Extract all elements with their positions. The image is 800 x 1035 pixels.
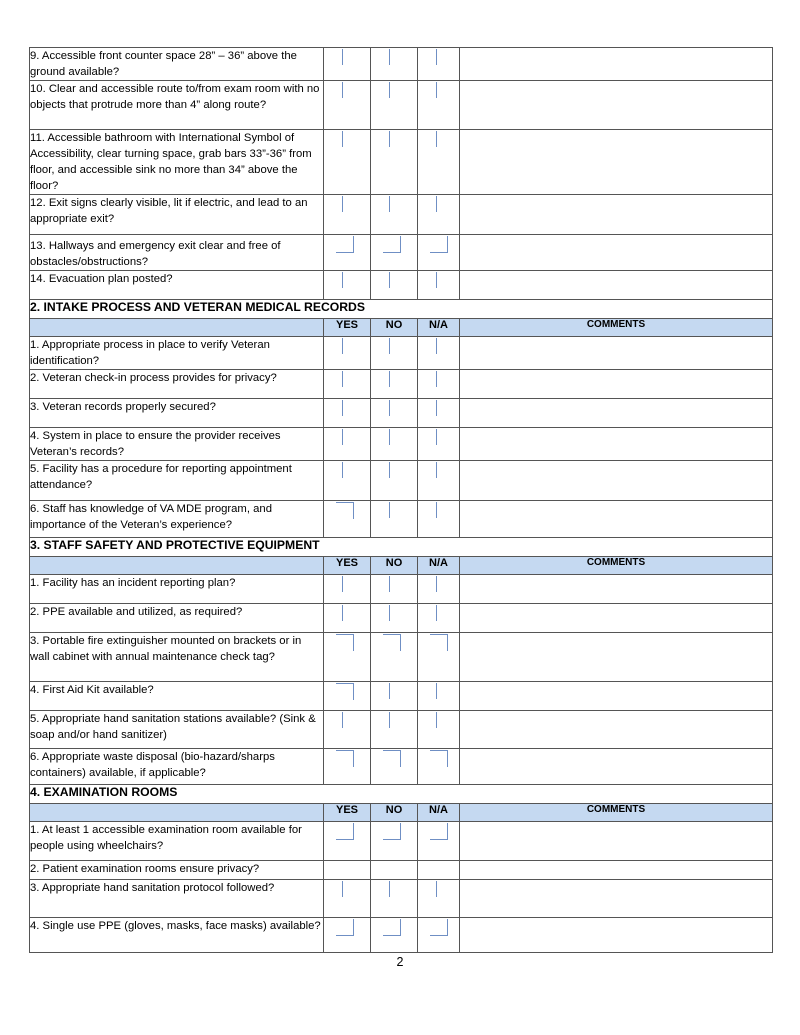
checkbox-no[interactable] — [383, 338, 390, 354]
checklist-row — [30, 428, 773, 461]
checkbox-na[interactable] — [430, 881, 437, 897]
answer-cell-yes — [324, 81, 371, 130]
checkbox-no[interactable] — [383, 919, 401, 936]
question-text: 10. Clear and accessible route to/from exam room with no objects that protrude more than 4” along route? — [30, 81, 324, 130]
comments-cell[interactable] — [460, 880, 773, 918]
answer-cell-no — [371, 501, 418, 538]
answer-cell-yes — [324, 711, 371, 749]
checklist-row — [30, 575, 773, 604]
checkbox-na[interactable] — [430, 131, 437, 147]
checkbox-yes[interactable] — [336, 196, 343, 212]
question-text: 3. Veteran records properly secured? — [30, 399, 324, 428]
checkbox-yes[interactable] — [336, 236, 354, 253]
checklist-row — [30, 711, 773, 749]
checkbox-na[interactable] — [430, 683, 437, 699]
answer-cell-no — [371, 399, 418, 428]
header-blank — [30, 557, 324, 575]
checklist-row — [30, 749, 773, 785]
header-yes: YES — [324, 557, 371, 575]
comments-cell[interactable] — [460, 822, 773, 861]
answer-cell-yes — [324, 195, 371, 235]
question-text: 5. Appropriate hand sanitation stations available? (Sink & soap and/or hand sanitizer) — [30, 711, 324, 749]
checkbox-yes[interactable] — [336, 82, 343, 98]
answer-cell-no — [371, 749, 418, 785]
answer-cell-yes — [324, 271, 371, 300]
question-text: 13. Hallways and emergency exit clear and free of obstacles/obstructions? — [30, 235, 324, 271]
answer-cell-yes — [324, 633, 371, 682]
checkbox-yes[interactable] — [336, 683, 354, 700]
checkbox-na[interactable] — [430, 272, 437, 288]
answer-cell-no — [371, 604, 418, 633]
question-text: 5. Facility has a procedure for reporting appointment attendance? — [30, 461, 324, 501]
comments-cell[interactable] — [460, 81, 773, 130]
answer-cell-no[interactable] — [371, 861, 418, 880]
answer-cell-na — [418, 711, 460, 749]
checkbox-no[interactable] — [383, 502, 390, 518]
question-text: 14. Evacuation plan posted? — [30, 271, 324, 300]
comments-cell[interactable] — [460, 399, 773, 428]
checklist-row — [30, 235, 773, 271]
answer-cell-yes — [324, 575, 371, 604]
answer-cell-yes — [324, 428, 371, 461]
answer-cell-no — [371, 682, 418, 711]
checkbox-na[interactable] — [430, 400, 437, 416]
answer-cell-no — [371, 195, 418, 235]
checklist-row — [30, 48, 773, 81]
checkbox-no[interactable] — [383, 272, 390, 288]
checkbox-na[interactable] — [430, 919, 448, 936]
answer-cell-na — [418, 271, 460, 300]
checkbox-no[interactable] — [383, 131, 390, 147]
checkbox-yes[interactable] — [336, 919, 354, 936]
answer-cell-na — [418, 48, 460, 81]
header-na: N/A — [418, 557, 460, 575]
answer-cell-na — [418, 81, 460, 130]
answer-cell-na — [418, 918, 460, 953]
checkbox-yes[interactable] — [336, 272, 343, 288]
checkbox-na[interactable] — [430, 462, 437, 478]
checkbox-no[interactable] — [383, 576, 390, 592]
answer-cell-na — [418, 370, 460, 399]
comments-cell[interactable] — [460, 461, 773, 501]
checklist-row — [30, 861, 773, 880]
answer-cell-no — [371, 711, 418, 749]
answer-cell-no — [371, 271, 418, 300]
question-text: 4. Single use PPE (gloves, masks, face masks) available? — [30, 918, 324, 953]
answer-cell-yes — [324, 370, 371, 399]
section-title-row — [30, 785, 773, 804]
answer-cell-no — [371, 130, 418, 195]
question-text: 12. Exit signs clearly visible, lit if electric, and lead to an appropriate exit? — [30, 195, 324, 235]
comments-cell[interactable] — [460, 604, 773, 633]
checkbox-no[interactable] — [383, 371, 390, 387]
checkbox-no[interactable] — [383, 634, 401, 651]
checkbox-yes[interactable] — [336, 371, 343, 387]
answer-cell-yes — [324, 749, 371, 785]
header-no: NO — [371, 804, 418, 822]
checkbox-yes[interactable] — [336, 502, 354, 519]
header-comments: COMMENTS — [460, 804, 773, 822]
checkbox-na[interactable] — [430, 82, 437, 98]
section-title: 3. STAFF SAFETY AND PROTECTIVE EQUIPMENT — [30, 538, 773, 557]
checklist-row — [30, 682, 773, 711]
comments-cell[interactable] — [460, 711, 773, 749]
checkbox-no[interactable] — [383, 823, 401, 840]
checkbox-no[interactable] — [383, 196, 390, 212]
checkbox-yes[interactable] — [336, 429, 343, 445]
answer-cell-no — [371, 918, 418, 953]
column-header-row — [30, 319, 773, 337]
checkbox-yes[interactable] — [336, 400, 343, 416]
question-text: 3. Portable fire extinguisher mounted on brackets or in wall cabinet with annual maintenance check tag? — [30, 633, 324, 682]
question-text: 4. System in place to ensure the provider receives Veteran’s records? — [30, 428, 324, 461]
checkbox-no[interactable] — [383, 49, 390, 65]
answer-cell-no — [371, 235, 418, 271]
answer-cell-na — [418, 399, 460, 428]
question-text: 9. Accessible front counter space 28” – 36” above the ground available? — [30, 48, 324, 81]
answer-cell-na — [418, 195, 460, 235]
checklist-row — [30, 130, 773, 195]
header-no: NO — [371, 319, 418, 337]
checklist-row — [30, 880, 773, 918]
answer-cell-yes — [324, 604, 371, 633]
checklist-row — [30, 271, 773, 300]
checkbox-no[interactable] — [383, 683, 390, 699]
checkbox-no[interactable] — [383, 712, 390, 728]
checklist-row — [30, 633, 773, 682]
checklist-row — [30, 918, 773, 953]
checkbox-na[interactable] — [430, 823, 448, 840]
answer-cell-na — [418, 501, 460, 538]
checkbox-na[interactable] — [430, 236, 448, 253]
checklist-table — [29, 47, 773, 953]
comments-cell[interactable] — [460, 682, 773, 711]
answer-cell-yes — [324, 48, 371, 81]
question-text: 2. PPE available and utilized, as required? — [30, 604, 324, 633]
answer-cell-na — [418, 130, 460, 195]
answer-cell-yes[interactable] — [324, 861, 371, 880]
checklist-row — [30, 81, 773, 130]
question-text: 6. Appropriate waste disposal (bio-hazard/sharps containers) available, if applicable? — [30, 749, 324, 785]
answer-cell-na — [418, 461, 460, 501]
answer-cell-yes — [324, 822, 371, 861]
answer-cell-na — [418, 604, 460, 633]
answer-cell-no — [371, 81, 418, 130]
question-text: 2. Patient examination rooms ensure privacy? — [30, 861, 324, 880]
comments-cell[interactable] — [460, 501, 773, 538]
comments-cell[interactable] — [460, 575, 773, 604]
checkbox-no[interactable] — [383, 605, 390, 621]
answer-cell-no — [371, 428, 418, 461]
checkbox-yes[interactable] — [336, 605, 343, 621]
answer-cell-na — [418, 880, 460, 918]
checkbox-no[interactable] — [383, 750, 401, 767]
question-text: 2. Veteran check-in process provides for privacy? — [30, 370, 324, 399]
section-title-row — [30, 300, 773, 319]
header-blank — [30, 319, 324, 337]
question-text: 1. Facility has an incident reporting plan? — [30, 575, 324, 604]
answer-cell-no — [371, 48, 418, 81]
answer-cell-na — [418, 682, 460, 711]
comments-cell[interactable] — [460, 370, 773, 399]
checkbox-yes[interactable] — [336, 131, 343, 147]
checkbox-na[interactable] — [430, 429, 437, 445]
comments-cell[interactable] — [460, 235, 773, 271]
answer-cell-na — [418, 235, 460, 271]
question-text: 4. First Aid Kit available? — [30, 682, 324, 711]
comments-cell[interactable] — [460, 195, 773, 235]
section-title: 2. INTAKE PROCESS AND VETERAN MEDICAL RECORDS — [30, 300, 773, 319]
checkbox-no[interactable] — [383, 400, 390, 416]
checkbox-na[interactable] — [430, 634, 448, 651]
header-yes: YES — [324, 319, 371, 337]
checkbox-no[interactable] — [383, 236, 401, 253]
checkbox-na[interactable] — [430, 712, 437, 728]
checklist-row — [30, 370, 773, 399]
checkbox-na[interactable] — [430, 49, 437, 65]
answer-cell-no — [371, 370, 418, 399]
answer-cell-na[interactable] — [418, 861, 460, 880]
answer-cell-no — [371, 880, 418, 918]
section-title: 4. EXAMINATION ROOMS — [30, 785, 773, 804]
column-header-row — [30, 557, 773, 575]
checklist-row — [30, 399, 773, 428]
comments-cell[interactable] — [460, 428, 773, 461]
checkbox-na[interactable] — [430, 750, 448, 767]
checkbox-no[interactable] — [383, 429, 390, 445]
answer-cell-yes — [324, 235, 371, 271]
checklist-row — [30, 604, 773, 633]
answer-cell-yes — [324, 399, 371, 428]
answer-cell-na — [418, 633, 460, 682]
answer-cell-na — [418, 575, 460, 604]
checkbox-na[interactable] — [430, 576, 437, 592]
answer-cell-yes — [324, 461, 371, 501]
answer-cell-no — [371, 575, 418, 604]
checkbox-yes[interactable] — [336, 576, 343, 592]
comments-cell[interactable] — [460, 48, 773, 81]
checkbox-na[interactable] — [430, 605, 437, 621]
question-text: 1. At least 1 accessible examination room available for people using wheelchairs? — [30, 822, 324, 861]
header-comments: COMMENTS — [460, 319, 773, 337]
comments-cell[interactable] — [460, 861, 773, 880]
checkbox-na[interactable] — [430, 502, 437, 518]
answer-cell-na — [418, 749, 460, 785]
header-comments: COMMENTS — [460, 557, 773, 575]
question-text: 1. Appropriate process in place to verify Veteran identification? — [30, 337, 324, 370]
column-header-row — [30, 804, 773, 822]
comments-cell[interactable] — [460, 749, 773, 785]
checklist-row — [30, 195, 773, 235]
answer-cell-yes — [324, 918, 371, 953]
checkbox-no[interactable] — [383, 881, 390, 897]
answer-cell-na — [418, 822, 460, 861]
comments-cell[interactable] — [460, 271, 773, 300]
answer-cell-yes — [324, 880, 371, 918]
checkbox-yes[interactable] — [336, 634, 354, 651]
checklist-row — [30, 822, 773, 861]
header-na: N/A — [418, 319, 460, 337]
comments-cell[interactable] — [460, 633, 773, 682]
checkbox-na[interactable] — [430, 371, 437, 387]
answer-cell-no — [371, 633, 418, 682]
checkbox-yes[interactable] — [336, 49, 343, 65]
answer-cell-no — [371, 461, 418, 501]
comments-cell[interactable] — [460, 130, 773, 195]
checklist-row — [30, 337, 773, 370]
checklist-row — [30, 501, 773, 538]
answer-cell-yes — [324, 337, 371, 370]
header-blank — [30, 804, 324, 822]
header-no: NO — [371, 557, 418, 575]
answer-cell-yes — [324, 130, 371, 195]
header-yes: YES — [324, 804, 371, 822]
page-number: 2 — [396, 955, 404, 969]
checklist-row — [30, 461, 773, 501]
answer-cell-no — [371, 337, 418, 370]
question-text: 6. Staff has knowledge of VA MDE program, and importance of the Veteran’s experience? — [30, 501, 324, 538]
checkbox-yes[interactable] — [336, 338, 343, 354]
answer-cell-na — [418, 428, 460, 461]
question-text: 11. Accessible bathroom with International Symbol of Accessibility, clear turning space, grab bars 33”-36” from floor, and accessible sink no more than 34” above the floor? — [30, 130, 324, 195]
checkbox-yes[interactable] — [336, 823, 354, 840]
answer-cell-yes — [324, 682, 371, 711]
comments-cell[interactable] — [460, 918, 773, 953]
answer-cell-yes — [324, 501, 371, 538]
question-text: 3. Appropriate hand sanitation protocol followed? — [30, 880, 324, 918]
checkbox-no[interactable] — [383, 82, 390, 98]
checkbox-na[interactable] — [430, 196, 437, 212]
checkbox-yes[interactable] — [336, 462, 343, 478]
checkbox-yes[interactable] — [336, 750, 354, 767]
checkbox-no[interactable] — [383, 462, 390, 478]
comments-cell[interactable] — [460, 337, 773, 370]
checkbox-na[interactable] — [430, 338, 437, 354]
answer-cell-no — [371, 822, 418, 861]
checkbox-yes[interactable] — [336, 881, 343, 897]
section-title-row — [30, 538, 773, 557]
answer-cell-na — [418, 337, 460, 370]
header-na: N/A — [418, 804, 460, 822]
checkbox-yes[interactable] — [336, 712, 343, 728]
